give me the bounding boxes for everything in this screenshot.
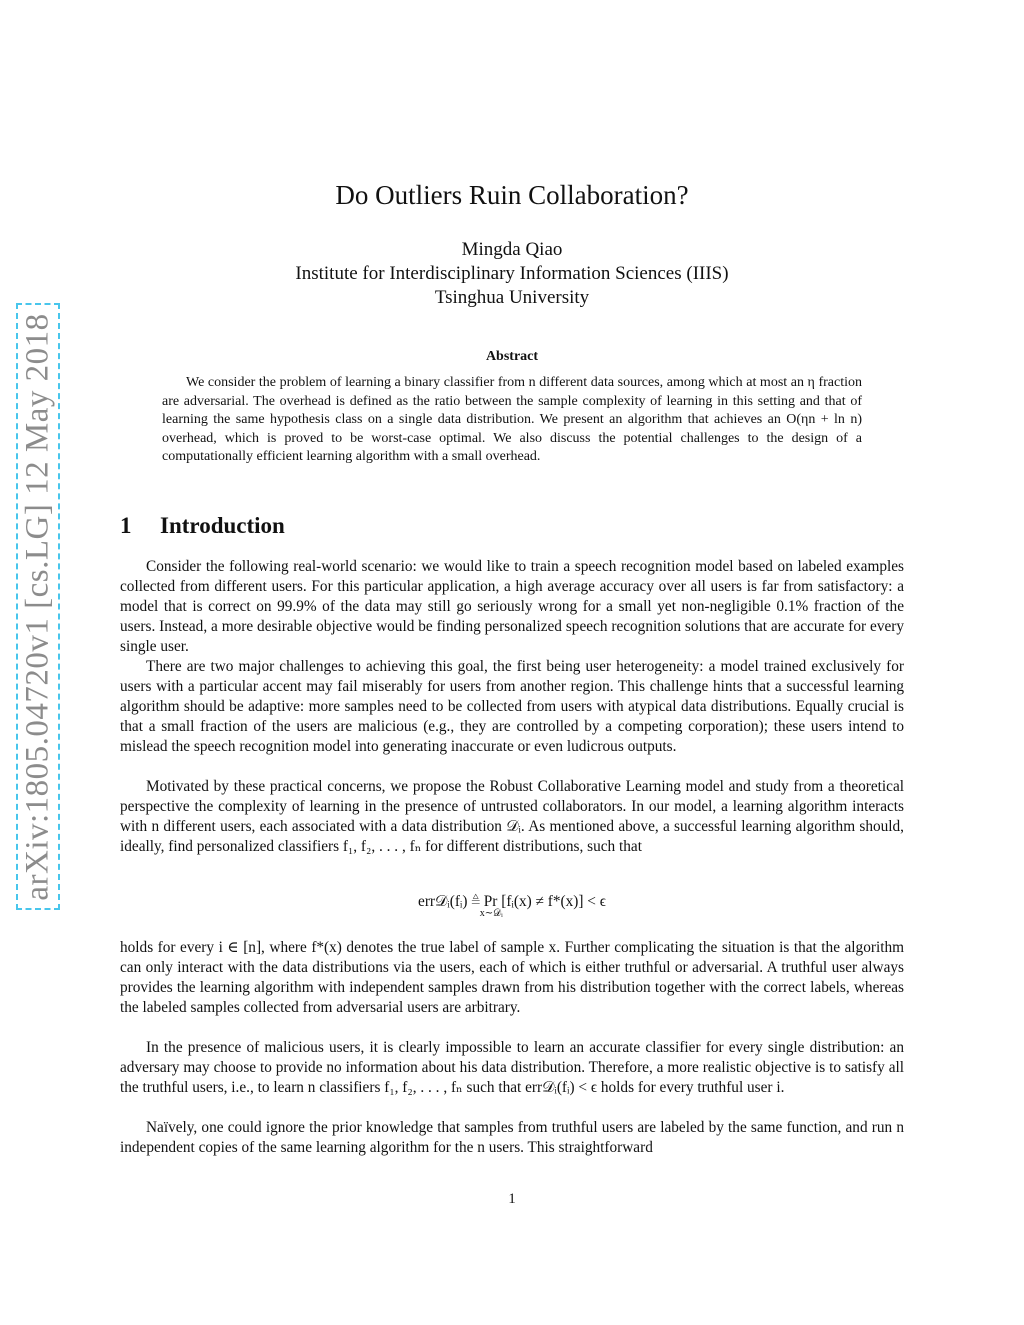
intro-paragraph-1: Consider the following real-world scenario: we would like to train a speech recognition model based on labeled examples collected from different users. For this particular application, a high average accuracy over all users is far from satisfactory: a model that is correct on 99.9% of the data may still go seriously wrong for a small yet non-negligible 0.1% fraction of the users. Instead, a more desirable objective would be finding personalized speech recognition solutions that are accurate for every single user. [120, 558, 904, 655]
paper-title: Do Outliers Ruin Collaboration? [335, 180, 689, 210]
author-block [0, 238, 1024, 310]
intro-paragraph-6: Naïvely, one could ignore the prior knowledge that samples from truthful users are labeled by the same function, and run n independent copies of the same learning algorithm for the n users. This straightforward [120, 1119, 904, 1156]
section-number: 1 [120, 513, 132, 538]
page-number: 1 [508, 1191, 516, 1207]
equation-subscript: x∼𝒟ᵢ [479, 908, 503, 919]
section-heading [120, 513, 285, 539]
equation-rhs: [fᵢ(x) ≠ f*(x)] < ϵ [501, 893, 606, 910]
equation-probability [479, 893, 503, 919]
intro-paragraph-5: In the presence of malicious users, it is clearly impossible to learn an accurate classifier for every single distribution: an adversary may choose to provide no information about his data distribution. Therefore, a more realistic objective is to satisfy all the truthful users, i.e., to learn n classifiers f₁, f₂, . . . , fₙ such that err𝒟ᵢ(fᵢ) < ϵ holds for every truthful user i. [120, 1039, 904, 1096]
intro-paragraph-2: There are two major challenges to achieving this goal, the first being user heterogeneity: a model trained exclusively for users with a particular accent may fail miserably for users from another region. This challenge hints that a successful learning algorithm should be adaptive: more samples need to be collected from users with atypical data distributions. Equally crucial is that a small fraction of the users are malicious (e.g., they are controlled by a competing corporation); these users intend to mislead the speech recognition model into generating inaccurate or even ludicrous outputs. [120, 658, 904, 755]
intro-paragraph-3: Motivated by these practical concerns, we propose the Robust Collaborative Learning model and study from a theoretical perspective the complexity of learning in the presence of untrusted collaborators. In our model, a learning algorithm interacts with n different users, each associated with a data distribution 𝒟ᵢ. As mentioned above, a successful learning algorithm should, ideally, find personalized classifiers f₁, f₂, . . . , fₙ for different distributions, such that [120, 778, 904, 855]
arxiv-identifier: arXiv:1805.04720v1 [cs.LG] 12 May 2018 [19, 312, 56, 901]
equation-operator: Pr [483, 893, 498, 910]
author-name: Mingda Qiao [461, 239, 563, 260]
abstract-heading: Abstract [485, 349, 539, 364]
section-title: Introduction [160, 513, 285, 538]
abstract-text: We consider the problem of learning a binary classifier from n different data sources, among which at most an η fraction are adversarial. The overhead is defined as the ratio between the sample complexity of learning in this setting and that of learning the same hypothesis class on a single data distribution. We present an algorithm that achieves an O(ηn + ln n) overhead, which is proved to be worst-case optimal. We also discuss the potential challenges to the design of a computationally efficient learning algorithm with a small overhead. [162, 375, 862, 464]
intro-paragraph-4: holds for every i ∈ [n], where f*(x) denotes the true label of sample x. Further complicating the situation is that the algorithm can only interact with the data distributions via the users, each of which is either truthful or adversarial. A truthful user always provides the learning algorithm with independent samples drawn from his distribution together with the correct labels, whereas the labeled samples collected from adversarial users are arbitrary. [120, 939, 904, 1016]
arxiv-stamp [16, 303, 60, 910]
author-affiliation: Institute for Interdisciplinary Information Sciences (IIIS) [295, 263, 729, 284]
author-university: Tsinghua University [434, 287, 590, 308]
error-equation [0, 893, 1024, 919]
equation-lhs: err𝒟ᵢ(fᵢ) ≜ [418, 893, 484, 910]
